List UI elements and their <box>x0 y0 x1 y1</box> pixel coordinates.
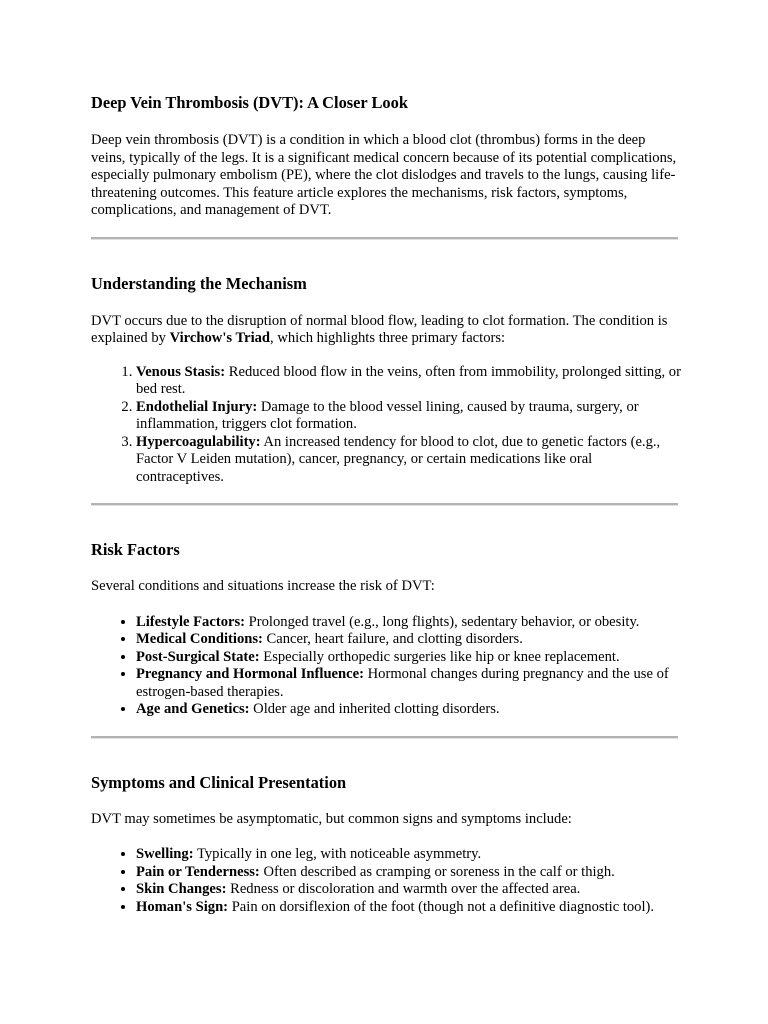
list-item <box>136 864 681 882</box>
list-item <box>136 649 681 667</box>
section-divider <box>91 736 678 739</box>
list-item <box>136 434 681 487</box>
article-page <box>91 0 681 916</box>
list-item-term: Swelling: <box>136 846 194 862</box>
symptoms-heading: Symptoms and Clinical Presentation <box>91 772 347 792</box>
risk-factors-paragraph: Several conditions and situations increase the risk of DVT: <box>91 578 435 594</box>
list-item-term: Hypercoagulability: <box>136 433 261 450</box>
list-item-term: Lifestyle Factors: <box>136 613 246 630</box>
list-item <box>136 614 681 632</box>
list-item-text: Reduced blood flow in the veins, often from immobility, prolonged sitting, or bed rest. <box>136 363 681 397</box>
list-item-text: Pain on dorsiflexion of the foot (though not a definitive diagnostic tool). <box>228 898 655 915</box>
list-item-term: Age and Genetics: <box>136 701 250 717</box>
symptoms-paragraph: DVT may sometimes be asymptomatic, but common signs and symptoms include: <box>91 810 572 827</box>
list-item-text: Hormonal changes during pregnancy and the use of estrogen-based therapies. <box>136 666 669 700</box>
list-item-term: Venous Stasis: <box>136 363 226 380</box>
list-item-text: Typically in one leg, with noticeable asymmetry. <box>193 846 482 862</box>
list-item-text: Older age and inherited clotting disorders. <box>249 701 500 717</box>
list-item-text: Especially orthopedic surgeries like hip or knee replacement. <box>259 648 620 665</box>
list-item-text: Redness or discoloration and warmth over the affected area. <box>226 881 581 897</box>
list-item-text: Prolonged travel (e.g., long flights), sedentary behavior, or obesity. <box>245 613 640 630</box>
list-item-term: Pregnancy and Hormonal Influence: <box>136 666 364 682</box>
section-divider <box>91 503 678 506</box>
mechanism-list <box>91 364 681 487</box>
list-item <box>136 881 681 899</box>
symptoms-list <box>91 846 681 916</box>
intro-paragraph: Deep vein thrombosis (DVT) is a condition in which a blood clot (thrombus) forms in the deep veins, typically of the legs. It is a significant medical concern because of its potential complications, especially pulmonary embolism (PE), where the clot dislodges and travels to the lungs, causing life-threatening outcomes. This feature article explores the mechanisms, risk factors, symptoms, complications, and management of DVT. <box>91 132 677 218</box>
mechanism-text-before: DVT occurs due to the disruption of normal blood flow, leading to clot formation. The condition is explained by <box>91 312 668 346</box>
list-item <box>136 899 681 917</box>
list-item <box>136 666 681 701</box>
section-divider <box>91 237 678 240</box>
list-item-term: Post-Surgical State: <box>136 648 260 665</box>
list-item <box>136 701 681 719</box>
list-item-text: An increased tendency for blood to clot, due to genetic factors (e.g., Factor V Leiden mutation), cancer, pregnancy, or certain medications like oral contraceptives. <box>136 433 661 485</box>
list-item-text: Damage to the blood vessel lining, caused by trauma, surgery, or inflammation, triggers clot formation. <box>136 398 639 432</box>
mechanism-paragraph <box>91 313 681 348</box>
list-item-text: Often described as cramping or soreness in the calf or thigh. <box>259 863 615 880</box>
list-item-text: Cancer, heart failure, and clotting disorders. <box>262 631 523 647</box>
list-item-term: Pain or Tenderness: <box>136 863 260 880</box>
article-title: Deep Vein Thrombosis (DVT): A Closer Look <box>91 93 408 112</box>
list-item <box>136 364 681 399</box>
list-item-term: Homan's Sign: <box>136 898 229 915</box>
list-item <box>136 846 681 864</box>
list-item-term: Endothelial Injury: <box>136 398 258 415</box>
list-item-term: Skin Changes: <box>136 881 227 897</box>
mechanism-heading: Understanding the Mechanism <box>91 273 307 293</box>
list-item-term: Medical Conditions: <box>136 631 263 647</box>
risk-factors-list <box>91 614 681 719</box>
virchows-triad-term: Virchow's Triad <box>169 330 271 346</box>
mechanism-text-after: , which highlights three primary factors: <box>270 330 506 346</box>
risk-factors-heading: Risk Factors <box>91 540 180 559</box>
list-item <box>136 399 681 434</box>
list-item <box>136 631 681 649</box>
